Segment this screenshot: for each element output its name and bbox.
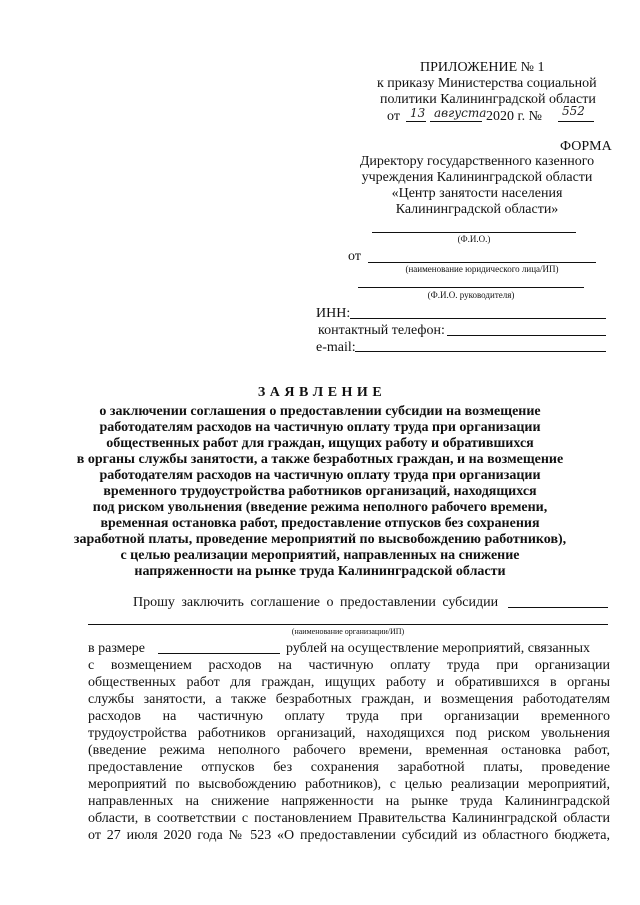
form-label: ФОРМА [560, 139, 612, 154]
body-line: трудоустройства работников организаций, находящихся под риском увольнения [88, 726, 610, 741]
order-number: 552 [562, 104, 585, 118]
org-field-inline[interactable] [508, 607, 608, 608]
org-name-caption: (наименование юридического лица/ИП) [405, 264, 559, 274]
subject-line: напряженности на рынке труда Калининградской области [134, 564, 506, 579]
appendix-region-line: политики Калининградской области [380, 92, 596, 107]
addressee-line: «Центр занятости населения [391, 186, 563, 201]
body-line: расходов на частичную оплату труда при организации временного [88, 709, 610, 724]
body-line: направленных на снижение напряженности на рынке труда Калининградской [88, 794, 610, 809]
body-line: (введение режима неполного рабочего времени, временная остановка работ, [88, 743, 610, 758]
subject-line: временного трудоустройства работников организаций, находящихся [103, 484, 537, 499]
subject-line: под риском увольнения (введение режима неполного рабочего времени, [92, 500, 548, 515]
date-day: 13 [410, 106, 426, 120]
statement-heading: З А Я В Л Е Н И Е [257, 385, 383, 400]
request-intro: Прошу заключить соглашение о предоставлении субсидии [133, 595, 499, 610]
email-label: e-mail: [316, 340, 356, 355]
appendix-title: ПРИЛОЖЕНИЕ № 1 [420, 60, 545, 75]
body-line: от 27 июля 2020 года № 523 «О предоставлении субсидий из областного бюджета, [88, 828, 610, 843]
phone-field[interactable] [447, 335, 606, 336]
amount-prefix: в размере [88, 641, 145, 656]
amount-suffix: рублей на осуществление мероприятий, связанных [286, 641, 590, 656]
addressee-line: учреждения Калининградской области [361, 170, 593, 185]
fio-caption: (Ф.И.О.) [457, 234, 491, 244]
body-line: общественных работ для граждан, ищущих работу и обратившихся в органы [88, 675, 610, 690]
addressee-line: Калининградской области» [395, 202, 559, 217]
fio-field[interactable] [372, 232, 576, 233]
subject-line: временная остановка работ, предоставление отпусков без сохранения [100, 516, 540, 531]
appendix-order-line: к приказу Министерства социальной [377, 76, 597, 91]
subject-line: работодателям расходов на частичную оплату труда при организации [99, 468, 541, 483]
subject-line: работодателям расходов на частичную оплату труда при организации [99, 420, 541, 435]
request-org-caption: (наименование организации/ИП) [291, 627, 405, 636]
addressee-line: Директору государственного казенного [359, 154, 595, 169]
head-name-field[interactable] [358, 287, 584, 288]
head-name-caption: (Ф.И.О. руководителя) [427, 290, 515, 300]
subject-line: с целью реализации мероприятий, направленных на снижение [120, 548, 520, 563]
body-line: с возмещением расходов на частичную оплату труда при организации [88, 658, 610, 673]
date-prefix: от [387, 109, 400, 124]
date-month-line [430, 121, 482, 122]
amount-field[interactable] [158, 653, 280, 654]
inn-field[interactable] [350, 318, 606, 319]
date-month: августа [434, 106, 487, 120]
subject-line: о заключении соглашения о предоставлении субсидии на возмещение [99, 404, 541, 419]
inn-label: ИНН: [316, 306, 351, 321]
order-number-line [558, 121, 594, 122]
date-day-line [406, 121, 426, 122]
org-field-full[interactable] [88, 624, 608, 625]
phone-label: контактный телефон: [318, 323, 445, 338]
subject-line: заработной платы, проведение мероприятий по высвобождению работников), [73, 532, 567, 547]
subject-line: в органы службы занятости, а также безработных граждан, и на возмещение [76, 452, 564, 467]
org-name-field[interactable] [368, 262, 596, 263]
subject-line: общественных работ для граждан, ищущих работу и обратившихся [106, 436, 534, 451]
date-year: 2020 г. № [486, 109, 543, 124]
body-line: области, в соответствии с постановлением Правительства Калининградской области [88, 811, 610, 826]
body-line: предоставление отпусков без сохранения заработной платы, проведение [88, 760, 610, 775]
body-line: мероприятий по высвобождению работников), с целью реализации мероприятий, [88, 777, 610, 792]
body-line: службы занятости, а также безработных граждан, и возмещения работодателям [88, 692, 610, 707]
from-label: от [348, 249, 361, 264]
email-field[interactable] [355, 351, 606, 352]
